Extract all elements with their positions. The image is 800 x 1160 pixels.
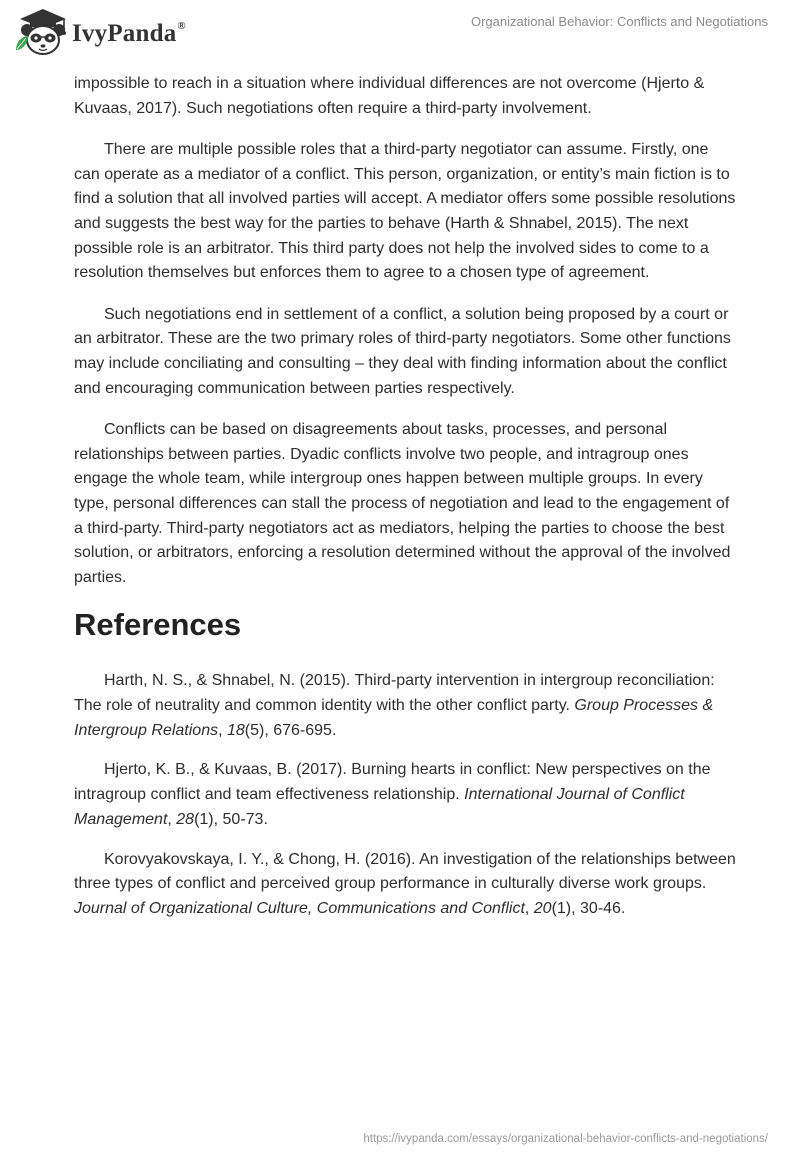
brand-name: IvyPanda® xyxy=(72,20,186,47)
paragraph-third-party-roles: There are multiple possible roles that a third-party negotiator can assume. Firstly, one can operate as a mediator of a conflict. This person, organization, or entity’s main fiction is to find a solution that all involved parties will accept. A mediator offers some possible resolutions and suggests the best way for the parties to behave (Harth & Shnabel, 2015). The next possible role is an arbitrator. This third party does not help the involved sides to come to a resolution themselves but enforces them to agree to a chosen type of agreement. xyxy=(74,140,736,282)
reference-separator: , xyxy=(524,899,534,917)
reference-journal: International Journal of Conflict Management xyxy=(74,786,685,828)
panda-graduate-icon xyxy=(14,6,70,58)
reference-authors-title: Harth, N. S., & Shnabel, N. (2015). Third-party intervention in intergroup reconciliation: The role of neutrality and common identity with the other conflict party. xyxy=(74,672,715,715)
reference-authors-title: Korovyakovskaya, I. Y., & Chong, H. (2016). An investigation of the relationships between three types of conflict and perceived group performance in culturally diverse work groups. xyxy=(74,850,736,893)
essay-body xyxy=(74,72,736,937)
reference-volume: 20 xyxy=(533,899,552,917)
paragraph-settlement: Such negotiations end in settlement of a conflict, a solution being proposed by a court or an arbitrator. These are the two primary roles of third-party negotiators. Some other functions may include conciliating and consulting – they deal with finding information about the conflict and encouraging communication between parties respectively. xyxy=(74,305,731,397)
reference-item xyxy=(74,758,736,832)
references-heading: References xyxy=(74,607,242,643)
page-header xyxy=(0,0,800,70)
reference-journal: Journal of Organizational Culture, Communications and Conflict xyxy=(74,899,525,917)
reference-volume: 18 xyxy=(226,721,245,739)
paragraph-continuation: impossible to reach in a situation where individual differences are not overcome (Hjerto & Kuvaas, 2017). Such negotiations often require a third-party involvement. xyxy=(74,75,705,117)
paragraph-conflict-types: Conflicts can be based on disagreements about tasks, processes, and personal relationships between parties. Dyadic conflicts involve two people, and intragroup ones engage the whole team, while intergroup ones happen between multiple groups. In every type, personal differences can stall the process of negotiation and lead to the engagement of a third-party. Third-party negotiators act as mediators, helping the parties to choose the best solution, or arbitrators, enforcing a resolution determined without the approval of the involved parties. xyxy=(74,420,731,587)
reference-journal: Group Processes & Intergroup Relations xyxy=(74,697,714,739)
reference-pages: (1), 30-46. xyxy=(551,899,626,917)
reference-item xyxy=(74,848,736,922)
document-title: Organizational Behavior: Conflicts and Negotiations xyxy=(470,14,768,29)
source-url-link[interactable]: https://ivypanda.com/essays/organizational-behavior-conflicts-and-negotiations/ xyxy=(363,1133,768,1145)
reference-volume: 28 xyxy=(176,810,195,828)
registered-mark: ® xyxy=(177,20,186,32)
reference-pages: (5), 676-695. xyxy=(244,721,337,739)
reference-item xyxy=(74,669,736,743)
reference-separator: , xyxy=(218,721,227,739)
ivypanda-logo[interactable] xyxy=(14,6,186,58)
reference-authors-title: Hjerto, K. B., & Kuvaas, B. (2017). Burning hearts in conflict: New perspectives on the intragroup conflict and team effectiveness relationship. xyxy=(74,761,711,804)
reference-separator: , xyxy=(167,810,177,828)
reference-pages: (1), 50-73. xyxy=(194,810,268,828)
